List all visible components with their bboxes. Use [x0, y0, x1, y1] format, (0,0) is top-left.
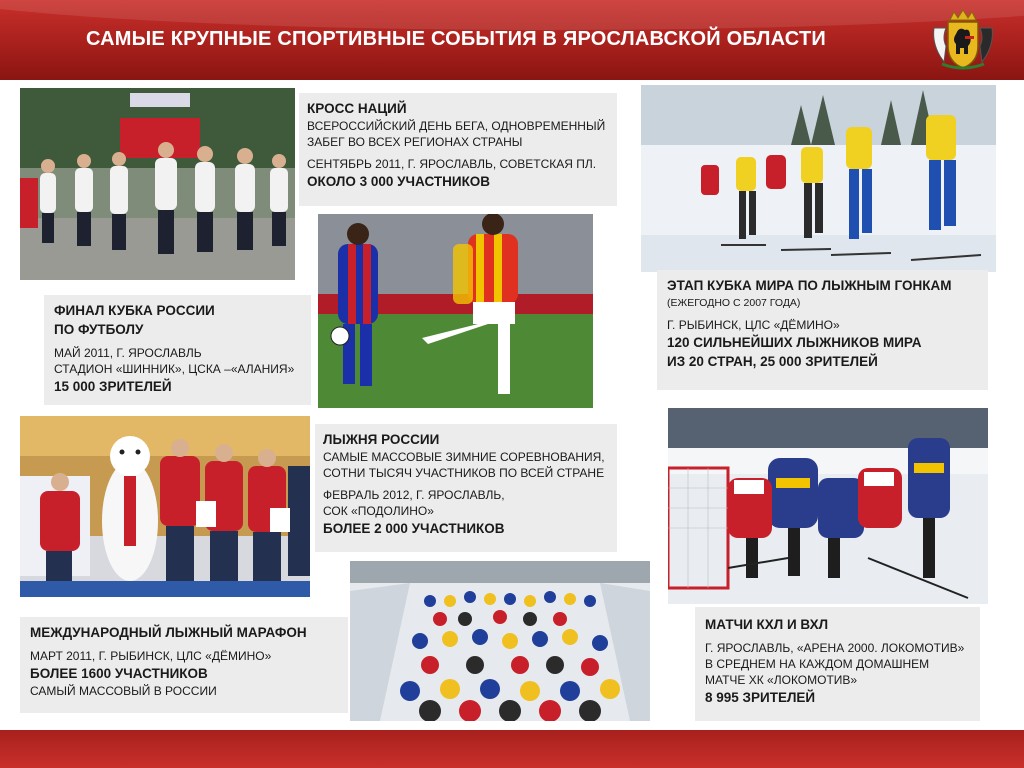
event-title: ЭТАП КУБКА МИРА ПО ЛЫЖНЫМ ГОНКАМ: [667, 278, 952, 293]
panel-football-cup: [44, 295, 311, 405]
event-avg-line2: МАТЧЕ ХК «ЛОКОМОТИВ»: [705, 673, 858, 687]
event-count: БОЛЕЕ 2 000 УЧАСТНИКОВ: [323, 521, 505, 536]
event-stadium: СТАДИОН «ШИННИК», ЦСКА –«АЛАНИЯ»: [54, 362, 295, 376]
panel-ski-world-cup: [657, 270, 988, 390]
event-place: МАРТ 2011, Г. РЫБИНСК, ЦЛС «ДЁМИНО»: [30, 649, 272, 663]
event-count: 15 000 ЗРИТЕЛЕЙ: [54, 379, 172, 394]
event-title-line1: ФИНАЛ КУБКА РОССИИ: [54, 303, 215, 318]
event-desc-line2: ЗАБЕГ ВО ВСЕХ РЕГИОНАХ СТРАНЫ: [307, 135, 523, 149]
event-desc-line1: ВСЕРОССИЙСКИЙ ДЕНЬ БЕГА, ОДНОВРЕМЕННЫЙ: [307, 119, 606, 133]
photo-hockey-match: [668, 408, 988, 604]
event-title: МАТЧИ КХЛ И ВХЛ: [705, 617, 829, 632]
event-place: Г. ЯРОСЛАВЛЬ, «АРЕНА 2000. ЛОКОМОТИВ»: [705, 641, 965, 655]
photo-ski-marathon: [350, 561, 650, 721]
photo-cross-run: [20, 88, 295, 280]
event-date: ФЕВРАЛЬ 2012, Г. ЯРОСЛАВЛЬ,: [323, 488, 505, 502]
event-desc-line1: САМЫЕ МАССОВЫЕ ЗИМНИЕ СОРЕВНОВАНИЯ,: [323, 450, 605, 464]
event-since: (ЕЖЕГОДНО С 2007 ГОДА): [667, 297, 801, 309]
event-place: Г. РЫБИНСК, ЦЛС «ДЁМИНО»: [667, 318, 840, 332]
event-place: СЕНТЯБРЬ 2011, Г. ЯРОСЛАВЛЬ, СОВЕТСКАЯ ПЛ.: [307, 157, 597, 171]
event-count-line2: ИЗ 20 СТРАН, 25 000 ЗРИТЕЛЕЙ: [667, 354, 878, 369]
event-date: МАЙ 2011, Г. ЯРОСЛАВЛЬ: [54, 346, 202, 360]
event-note: САМЫЙ МАССОВЫЙ В РОССИИ: [30, 684, 217, 698]
page-title: САМЫЕ КРУПНЫЕ СПОРТИВНЫЕ СОБЫТИЯ В ЯРОСЛАВСКОЙ ОБЛАСТИ: [86, 28, 826, 50]
photo-football-final: [318, 214, 593, 408]
event-title: МЕЖДУНАРОДНЫЙ ЛЫЖНЫЙ МАРАФОН: [30, 625, 307, 640]
footer-banner: [0, 730, 1024, 768]
panel-cross-nations: [299, 93, 617, 206]
event-count-line1: 120 СИЛЬНЕЙШИХ ЛЫЖНИКОВ МИРА: [667, 335, 922, 350]
event-count: ОКОЛО 3 000 УЧАСТНИКОВ: [307, 174, 491, 189]
header-banner: [0, 0, 1024, 80]
coat-of-arms-icon: [928, 6, 998, 72]
event-venue: СОК «ПОДОЛИНО»: [323, 504, 434, 518]
event-avg-line1: В СРЕДНЕМ НА КАЖДОМ ДОМАШНЕМ: [705, 657, 930, 671]
event-title: КРОСС НАЦИЙ: [307, 101, 407, 116]
event-count: БОЛЕЕ 1600 УЧАСТНИКОВ: [30, 666, 208, 681]
panel-ski-russia: [315, 424, 617, 552]
event-title: ЛЫЖНЯ РОССИИ: [323, 432, 440, 447]
panel-hockey-matches: [695, 607, 980, 721]
event-title-line2: ПО ФУТБОЛУ: [54, 322, 144, 337]
photo-ski-world-cup: [641, 85, 996, 272]
event-count: 8 995 ЗРИТЕЛЕЙ: [705, 690, 816, 705]
panel-ski-marathon: [20, 617, 348, 713]
photo-ski-russia-ceremony: [20, 416, 310, 597]
event-desc-line2: СОТНИ ТЫСЯЧ УЧАСТНИКОВ ПО ВСЕЙ СТРАНЕ: [323, 466, 605, 480]
